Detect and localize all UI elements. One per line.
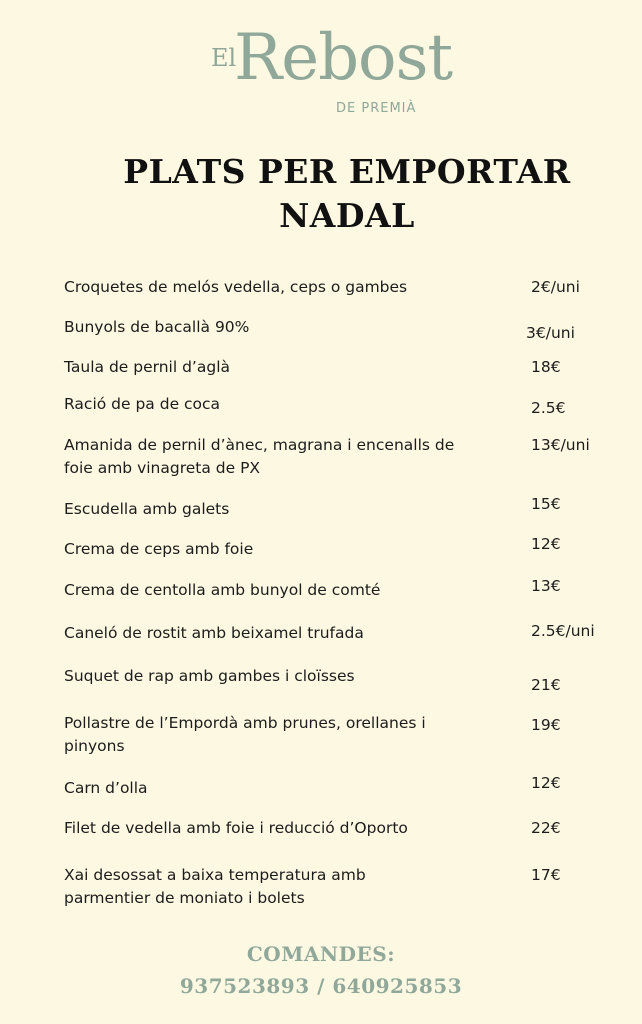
- restaurant-logo: [0, 21, 642, 125]
- menu-item-name: [64, 393, 514, 416]
- menu-item-name: [64, 498, 514, 521]
- menu-item-price: 13€/uni: [531, 436, 590, 454]
- menu-title: [0, 150, 642, 238]
- menu-item-price: 15€: [531, 495, 561, 513]
- menu-item-name-line: Carn d’olla: [64, 779, 148, 797]
- menu-item-name-line: parmentier de moniato i bolets: [64, 889, 305, 907]
- menu-item-name-line: Pollastre de l’Empordà amb prunes, orellanes i: [64, 714, 426, 732]
- menu-item-price: 2€/uni: [531, 278, 580, 296]
- menu-item-name: [64, 622, 514, 645]
- menu-item-price: 18€: [531, 358, 561, 376]
- menu-item-price: 2.5€: [531, 399, 566, 417]
- menu-item-name-line: Taula de pernil d’aglà: [64, 358, 231, 376]
- menu-item-name: [64, 817, 514, 840]
- menu-item-name: [64, 864, 514, 910]
- menu-item-name-line: Bunyols de bacallà 90%: [64, 318, 250, 336]
- menu-item-name: [64, 712, 514, 758]
- menu-item-price: 2.5€/uni: [531, 622, 595, 640]
- menu-title-line-2: NADAL: [279, 196, 415, 235]
- menu-item-price: 12€: [531, 774, 561, 792]
- orders-label: COMANDES:: [246, 942, 396, 966]
- logo-rebost-text: Rebost: [234, 21, 453, 95]
- menu-item-name: [64, 665, 514, 688]
- menu-item-price: 3€/uni: [526, 324, 575, 342]
- menu-item-price: 22€: [531, 819, 561, 837]
- menu-item-name: [64, 356, 514, 379]
- menu-item-name: [64, 777, 514, 800]
- menu-item-name-line: Amanida de pernil d’ànec, magrana i encenalls de: [64, 436, 455, 454]
- orders-phones: 937523893 / 640925853: [179, 974, 463, 998]
- logo-el-text: El: [211, 44, 237, 72]
- menu-item-name: [64, 316, 514, 339]
- menu-item-price: 13€: [531, 577, 561, 595]
- menu-item-name-line: Suquet de rap amb gambes i cloïsses: [64, 667, 355, 685]
- menu-title-line-1: PLATS PER EMPORTAR: [123, 152, 571, 191]
- menu-item-name-line: Croquetes de melós vedella, ceps o gambes: [64, 278, 408, 296]
- menu-item-price: 21€: [531, 676, 561, 694]
- menu-item-name-line: pinyons: [64, 737, 125, 755]
- menu-item-name: [64, 579, 514, 602]
- menu-item-name: [64, 538, 514, 561]
- menu-item-name-line: Filet de vedella amb foie i reducció d’Oporto: [64, 819, 408, 837]
- logo-subtitle: DE PREMIÀ: [336, 101, 417, 116]
- menu-item-name-line: Crema de ceps amb foie: [64, 540, 254, 558]
- menu-item-name-line: foie amb vinagreta de PX: [64, 459, 261, 477]
- menu-item-name: [64, 276, 514, 299]
- menu-item-name-line: Escudella amb galets: [64, 500, 230, 518]
- menu-item-price: 19€: [531, 716, 561, 734]
- menu-item-name-line: Caneló de rostit amb beixamel trufada: [64, 624, 364, 642]
- menu-item-name: [64, 434, 514, 480]
- menu-item-name-line: Xai desossat a baixa temperatura amb: [64, 866, 366, 884]
- menu-item-name-line: Ració de pa de coca: [64, 395, 221, 413]
- menu-item-price: 17€: [531, 866, 561, 884]
- menu-item-price: 12€: [531, 535, 561, 553]
- menu-item-name-line: Crema de centolla amb bunyol de comté: [64, 581, 381, 599]
